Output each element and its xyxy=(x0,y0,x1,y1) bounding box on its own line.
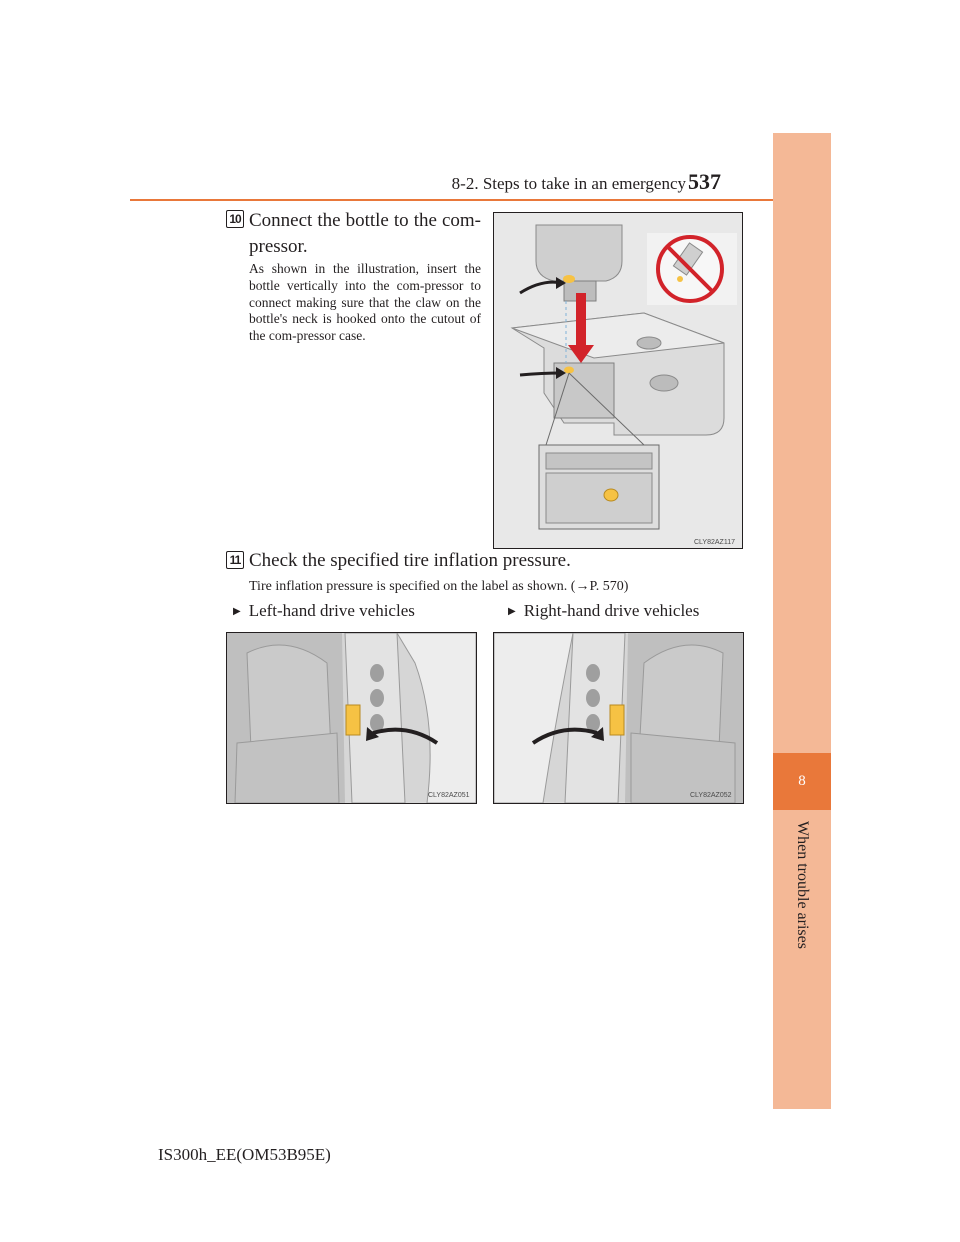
step-11-description: Tire inflation pressure is specified on the label as shown. (→P. 570) xyxy=(249,579,629,594)
figure-code: CLY82AZ051 xyxy=(428,792,470,799)
bottle-compressor-drawing xyxy=(494,213,742,548)
triangle-bullet-icon: ▶ xyxy=(233,605,241,617)
lhd-label xyxy=(233,601,415,621)
rhd-door-pillar-illustration xyxy=(493,632,744,804)
page-number: 537 xyxy=(688,169,721,194)
bottle-compressor-illustration xyxy=(493,212,743,549)
chapter-side-tab xyxy=(773,133,831,1109)
chapter-title-text: When trouble arises xyxy=(794,821,811,949)
step-10-badge: 10 xyxy=(226,210,244,228)
model-code: IS300h_EE(OM53B95E) xyxy=(158,1145,331,1164)
rhd-label-text: Right-hand drive vehicles xyxy=(523,601,700,620)
figure-code: CLY82AZ117 xyxy=(694,539,735,546)
lhd-door-pillar-illustration xyxy=(226,632,477,804)
chapter-title xyxy=(773,815,831,955)
rhd-door-drawing xyxy=(494,633,743,803)
lhd-label-text: Left-hand drive vehicles xyxy=(248,601,415,620)
figure-code: CLY82AZ052 xyxy=(690,792,732,799)
chapter-number: 8 xyxy=(773,753,831,810)
header-rule xyxy=(130,199,830,201)
lhd-door-drawing xyxy=(227,633,476,803)
step-10-title: Connect the bottle to the com-pressor. xyxy=(249,210,481,257)
step-10-description: As shown in the illustration, insert the bottle vertically into the com-pressor to connect making sure that the claw on the bottle's neck is hooked onto the cutout of the com-pressor case. xyxy=(249,261,481,344)
step-11-title: Check the specified tire inflation pressure. xyxy=(249,550,571,571)
step-11-badge: 11 xyxy=(226,551,244,569)
rhd-label xyxy=(508,601,699,621)
section-title: 8-2. Steps to take in an emergency xyxy=(451,174,686,193)
triangle-bullet-icon: ▶ xyxy=(508,605,516,617)
